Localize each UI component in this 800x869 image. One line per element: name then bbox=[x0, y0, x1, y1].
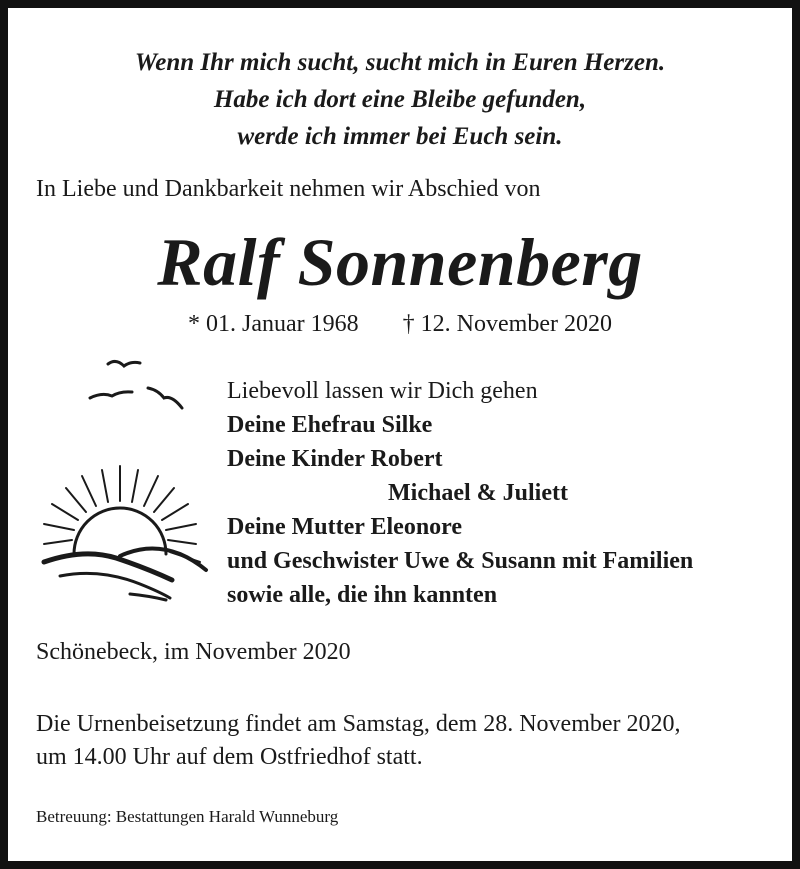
life-dates bbox=[8, 311, 792, 338]
mourner-siblings: und Geschwister Uwe & Susann mit Familien bbox=[227, 548, 694, 574]
mourner-children: Deine Kinder Robert bbox=[227, 446, 443, 472]
burial-line: um 14.00 Uhr auf dem Ostfriedhof statt. bbox=[36, 744, 423, 770]
mourner-children-cont: Michael & Juliett bbox=[388, 480, 568, 506]
verse bbox=[8, 44, 792, 155]
death-date: † 12. November 2020 bbox=[402, 311, 612, 337]
verse-line: Wenn Ihr mich sucht, sucht mich in Euren Herzen. bbox=[134, 49, 666, 76]
burial-info bbox=[36, 708, 681, 774]
mourner-others: sowie alle, die ihn kannten bbox=[227, 582, 498, 608]
mourners-list bbox=[227, 374, 693, 612]
funeral-care: Betreuung: Bestattungen Harald Wunneburg bbox=[36, 807, 339, 826]
verse-line: Habe ich dort eine Bleibe gefunden, bbox=[213, 86, 587, 113]
birds-sunset-icon bbox=[30, 356, 220, 606]
birth-date: * 01. Januar 1968 bbox=[188, 311, 359, 337]
mourner-mother: Deine Mutter Eleonore bbox=[227, 514, 463, 540]
bird-icon bbox=[148, 388, 182, 408]
verse-line: werde ich immer bei Euch sein. bbox=[237, 123, 563, 150]
bird-icon bbox=[90, 392, 132, 398]
intro-text: In Liebe und Dankbarkeit nehmen wir Abschied von bbox=[36, 176, 541, 202]
mourner-spouse: Deine Ehefrau Silke bbox=[227, 412, 433, 438]
bird-icon bbox=[108, 361, 140, 366]
place-date: Schönebeck, im November 2020 bbox=[36, 639, 351, 665]
deceased-name: Ralf Sonnenberg bbox=[157, 224, 643, 300]
mourners-intro: Liebevoll lassen wir Dich gehen bbox=[227, 378, 538, 404]
burial-line: Die Urnenbeisetzung findet am Samstag, dem 28. November 2020, bbox=[36, 711, 681, 737]
